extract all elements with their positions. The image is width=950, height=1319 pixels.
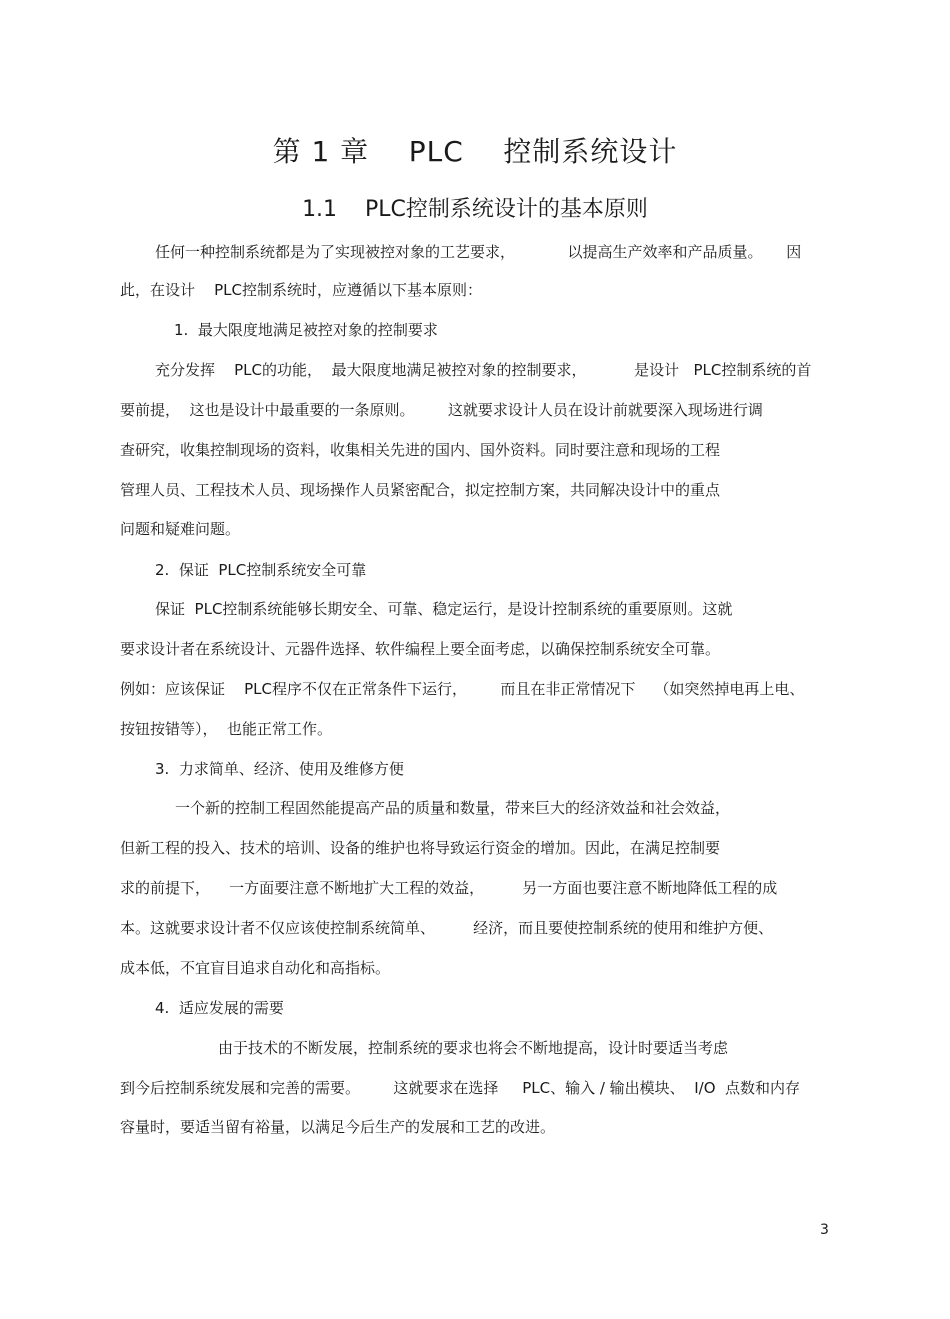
paragraph-line: 按钮按错等）， 也能正常工作。 <box>120 720 333 738</box>
paragraph-line: 要前提， 这也是设计中最重要的一条原则。 这就要求设计人员在设计前就要深入现场进行调 <box>120 401 763 419</box>
principle-heading-1: 1. 最大限度地满足被控对象的控制要求 <box>174 321 438 339</box>
paragraph-line: 由于技术的不断发展，控制系统的要求也将会不断地提高，设计时要适当考虑 <box>218 1039 729 1057</box>
paragraph-line: 管理人员、工程技术人员、现场操作人员紧密配合，拟定控制方案，共同解决设计中的重点 <box>120 481 721 499</box>
paragraph-line: 查研究，收集控制现场的资料，收集相关先进的国内、国外资料。同时要注意和现场的工程 <box>120 441 721 459</box>
principle-heading-4: 4. 适应发展的需要 <box>155 999 284 1017</box>
paragraph-line: 保证 PLC控制系统能够长期安全、可靠、稳定运行，是设计控制系统的重要原则。这就 <box>155 600 733 618</box>
paragraph-line: 要求设计者在系统设计、元器件选择、软件编程上要全面考虑，以确保控制系统安全可靠。 <box>120 640 721 658</box>
principle-heading-3: 3. 力求简单、经济、使用及维修方便 <box>155 760 404 778</box>
paragraph-line: 成本低，不宜盲目追求自动化和高指标。 <box>120 959 391 977</box>
paragraph-line: 一个新的控制工程固然能提高产品的质量和数量，带来巨大的经济效益和社会效益， <box>175 799 731 817</box>
paragraph-line: 本。这就要求设计者不仅应该使控制系统简单、 经济，而且要使控制系统的使用和维护方便、 <box>120 919 774 937</box>
paragraph-line: 充分发挥 PLC的功能， 最大限度地满足被控对象的控制要求， 是设计 PLC控制系统的首 <box>155 361 812 379</box>
paragraph-line: 问题和疑难问题。 <box>120 520 241 538</box>
paragraph-line: 容量时，要适当留有裕量，以满足今后生产的发展和工艺的改进。 <box>120 1118 556 1136</box>
paragraph-line: 到今后控制系统发展和完善的需要。 这就要求在选择 PLC、输入 / 输出模块、 I/O 点数和内存 <box>120 1079 801 1097</box>
intro-line-1: 任何一种控制系统都是为了实现被控对象的工艺要求， 以提高生产效率和产品质量。 因 <box>155 243 802 261</box>
page-number: 3 <box>820 1222 829 1238</box>
paragraph-line: 求的前提下， 一方面要注意不断地扩大工程的效益， 另一方面也要注意不断地降低工程的成 <box>120 879 778 897</box>
chapter-title: 第 1 章 PLC 控制系统设计 <box>272 135 678 168</box>
section-title: 1.1 PLC控制系统设计的基本原则 <box>302 197 648 222</box>
paragraph-line: 但新工程的投入、技术的培训、设备的维护也将导致运行资金的增加。因此，在满足控制要 <box>120 839 721 857</box>
intro-line-2: 此，在设计 PLC控制系统时，应遵循以下基本原则： <box>120 281 482 299</box>
principle-heading-2: 2. 保证 PLC控制系统安全可靠 <box>155 561 367 579</box>
paragraph-line: 例如：应该保证 PLC程序不仅在正常条件下运行， 而且在非正常情况下 （如突然掉电再上电、 <box>120 680 805 698</box>
